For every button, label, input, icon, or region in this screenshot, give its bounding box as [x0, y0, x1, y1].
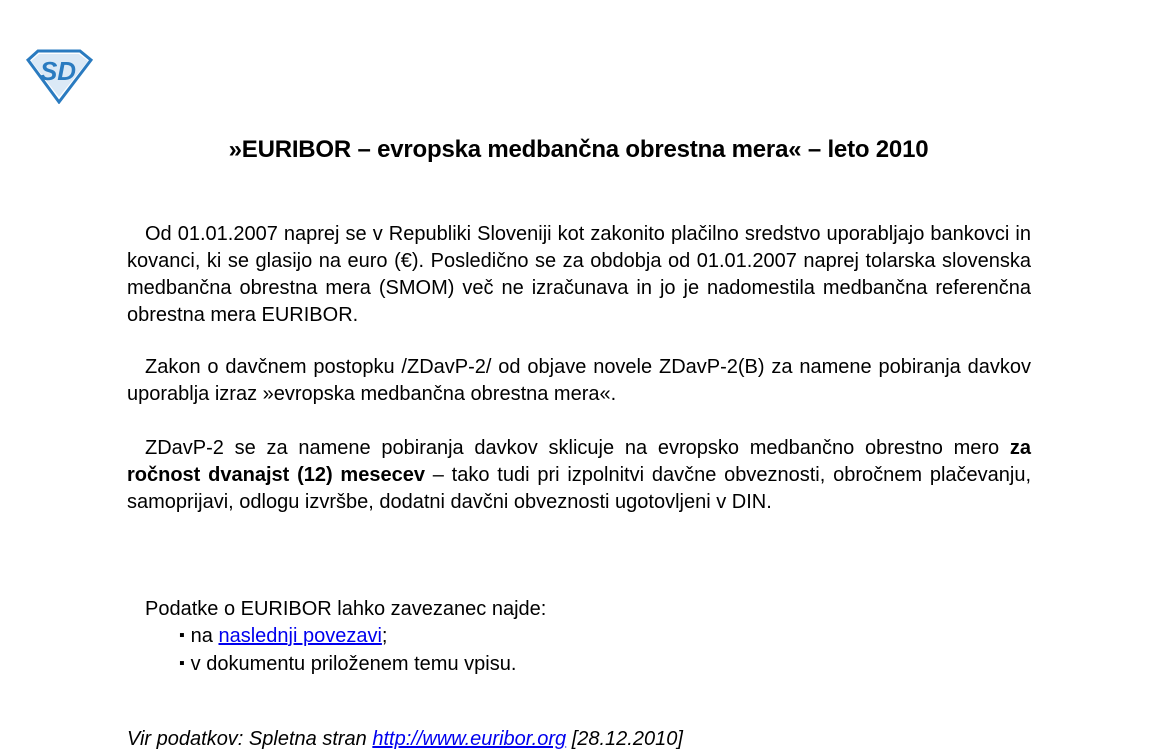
list-item-suffix: ;	[381, 625, 388, 647]
footer-prefix: Vir podatkov: Spletna stran	[127, 728, 373, 750]
footer-suffix: [28.12.2010]	[566, 728, 683, 750]
list-item-prefix: na	[190, 625, 219, 647]
logo	[22, 48, 96, 104]
sources-intro: Podatke o EURIBOR lahko zavezanec najde:	[145, 598, 547, 620]
paragraph-maturity-end: – tako tudi pri izpolnitvi davčne obveznosti, obročnem plačevanju, samoprijavi, odlogu izvršbe, dodatni davčni obveznosti ugotovljeni v DIN.	[127, 464, 1032, 513]
list-item: ▪ v dokumentu priloženem temu vpisu.	[179, 651, 516, 679]
logo-diamond-icon	[22, 48, 96, 104]
list-item	[179, 623, 516, 651]
page-title: »EURIBOR – evropska medbančna obrestna mera« – leto 2010	[228, 136, 929, 163]
paragraph-intro: Od 01.01.2007 naprej se v Republiki Sloveniji kot zakonito plačilno sredstvo uporabljajo bankovci in kovanci, ki se glasijo na euro (€). Posledično se za obdobja od 01.01.2007 naprej tolarska slovenska medbančna obrestna mera (SMOM) več ne izračunava in jo je nadomestila medbančna referenčna obrestna mera EURIBOR.	[127, 223, 1031, 326]
paragraph-law: Zakon o davčnem postopku /ZDavP-2/ od objave novele ZDavP-2(B) za namene pobiranja davkov uporablja izraz »evropska medbančna obrestna mera«.	[127, 356, 1031, 405]
footer-link[interactable]: http://www.euribor.org	[372, 728, 567, 750]
paragraph-maturity	[127, 435, 1031, 516]
maturity-bold-text: za ročnost dvanajst (12) mesecev	[127, 437, 1031, 486]
paragraph-maturity-start: ZDavP-2 se za namene pobiranja davkov sklicuje na evropsko medbančno obrestno mero	[145, 437, 1010, 459]
sources-list	[179, 623, 516, 679]
euribor-link[interactable]: naslednji povezavi	[218, 625, 382, 647]
source-footer	[127, 728, 683, 751]
logo-text: SD	[39, 56, 77, 86]
